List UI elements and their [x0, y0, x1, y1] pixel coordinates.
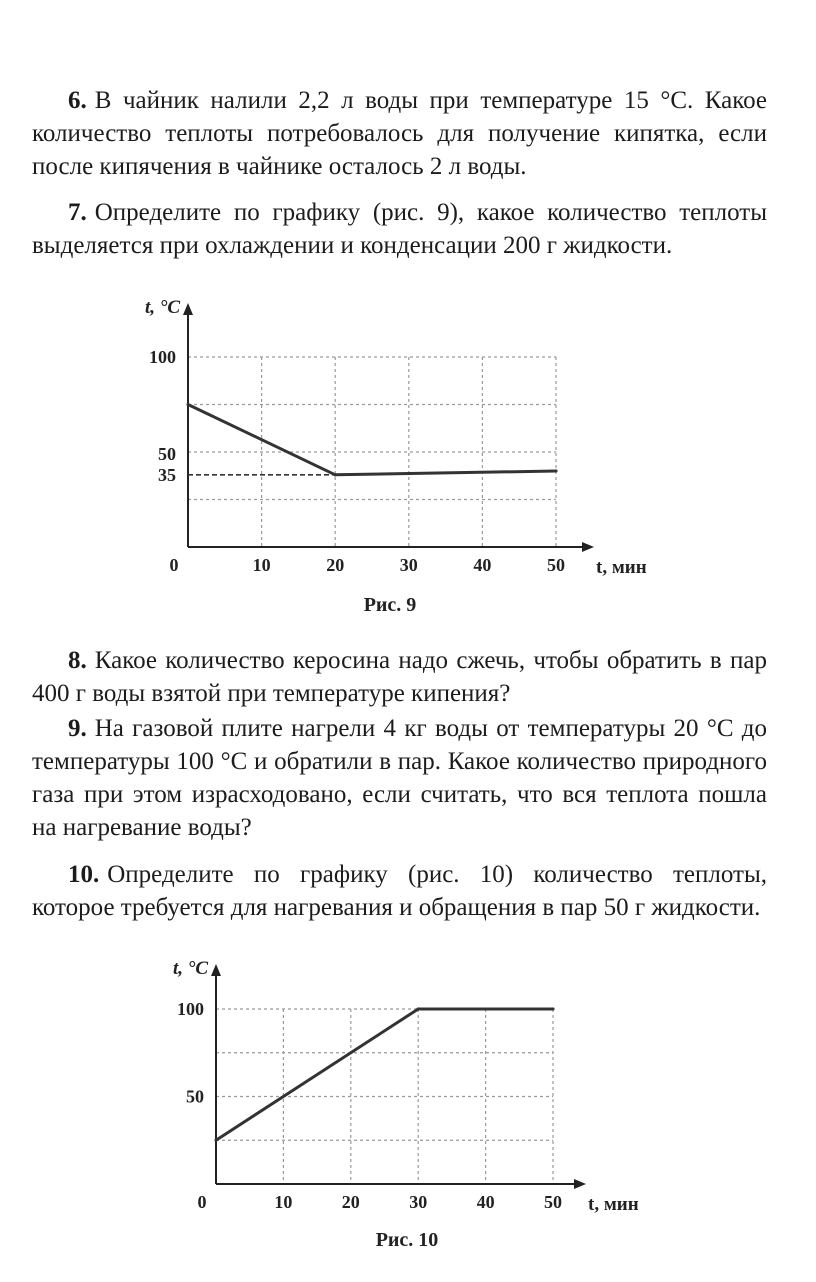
figure-caption: Рис. 9	[363, 594, 417, 616]
y-axis-arrow-icon	[211, 964, 221, 976]
problem-number: 7.	[68, 199, 87, 226]
figure-9-chart	[0, 295, 816, 625]
data-point	[552, 1008, 555, 1011]
problem-text: На газовой плите нагрели 4 кг воды от температуры 20 °С до температуры 100 °С и обратили в пар. Какое количество природного газа при этом израсходовано, если считать, что вся теплота пошла на нагревание воды?	[32, 715, 767, 841]
figure-10-chart	[0, 958, 816, 1268]
data-line-segment	[335, 471, 556, 475]
x-tick-label: 50	[544, 1192, 562, 1212]
x-axis-label: t, мин	[588, 1194, 639, 1215]
problem-text: В чайник налили 2,2 л воды при температуре 15 °С. Какое количество теплоты потребовалось для получение кипятка, если после кипячения в чайнике осталось 2 л воды.	[32, 87, 767, 180]
x-tick-label: 20	[326, 555, 345, 575]
problem-number: 8.	[68, 647, 87, 674]
x-tick-label: 10	[252, 555, 271, 575]
x-axis-label: t, мин	[596, 557, 647, 578]
x-tick-label: 40	[476, 1192, 495, 1212]
figure-caption: Рис. 10	[375, 1229, 439, 1251]
problem-number: 6.	[68, 87, 87, 114]
y-tick-label: 50	[158, 443, 176, 464]
problem-10	[32, 858, 767, 924]
problem-7	[32, 196, 767, 262]
y-axis-arrow-icon	[183, 303, 193, 315]
data-point	[334, 473, 337, 476]
y-axis-label: t, °С	[144, 297, 180, 318]
data-line-segment	[188, 405, 335, 475]
x-tick-label: 30	[409, 1192, 428, 1212]
x-tick-label: 10	[274, 1192, 293, 1212]
x-tick-label: 40	[473, 555, 492, 575]
y-axis-label: t, °С	[172, 958, 208, 979]
data-point	[215, 1139, 218, 1142]
origin-label: 0	[169, 555, 179, 575]
x-tick-label: 20	[341, 1192, 360, 1212]
problem-text: Определите по графику (рис. 10) количество теплоты, которое требуется для нагревания и обращения в пар 50 г жидкости.	[32, 861, 767, 921]
x-axis-arrow-icon	[574, 1179, 586, 1189]
problem-8	[32, 644, 767, 710]
data-line-segment	[216, 1009, 418, 1140]
data-point	[555, 470, 558, 473]
y-tick-label: 100	[177, 999, 204, 1019]
y-tick-label: 100	[149, 347, 176, 367]
problem-9	[32, 712, 767, 844]
y-tick-label: 35	[158, 464, 176, 485]
data-point	[417, 1008, 420, 1011]
problem-text: Определите по графику (рис. 9), какое количество теплоты выделяется при охлаждении и конденсации 200 г жидкости.	[32, 199, 767, 259]
origin-label: 0	[197, 1192, 207, 1212]
problem-number: 10.	[68, 861, 100, 888]
data-point	[187, 403, 190, 406]
y-tick-label: 50	[186, 1086, 204, 1107]
problem-number: 9.	[68, 715, 87, 742]
problem-text: Какое количество керосина надо сжечь, чтобы обратить в пар 400 г воды взятой при температуре кипения?	[32, 647, 767, 707]
problem-6	[32, 84, 767, 183]
x-tick-label: 50	[547, 555, 565, 575]
x-tick-label: 30	[399, 555, 418, 575]
x-axis-arrow-icon	[582, 542, 594, 552]
